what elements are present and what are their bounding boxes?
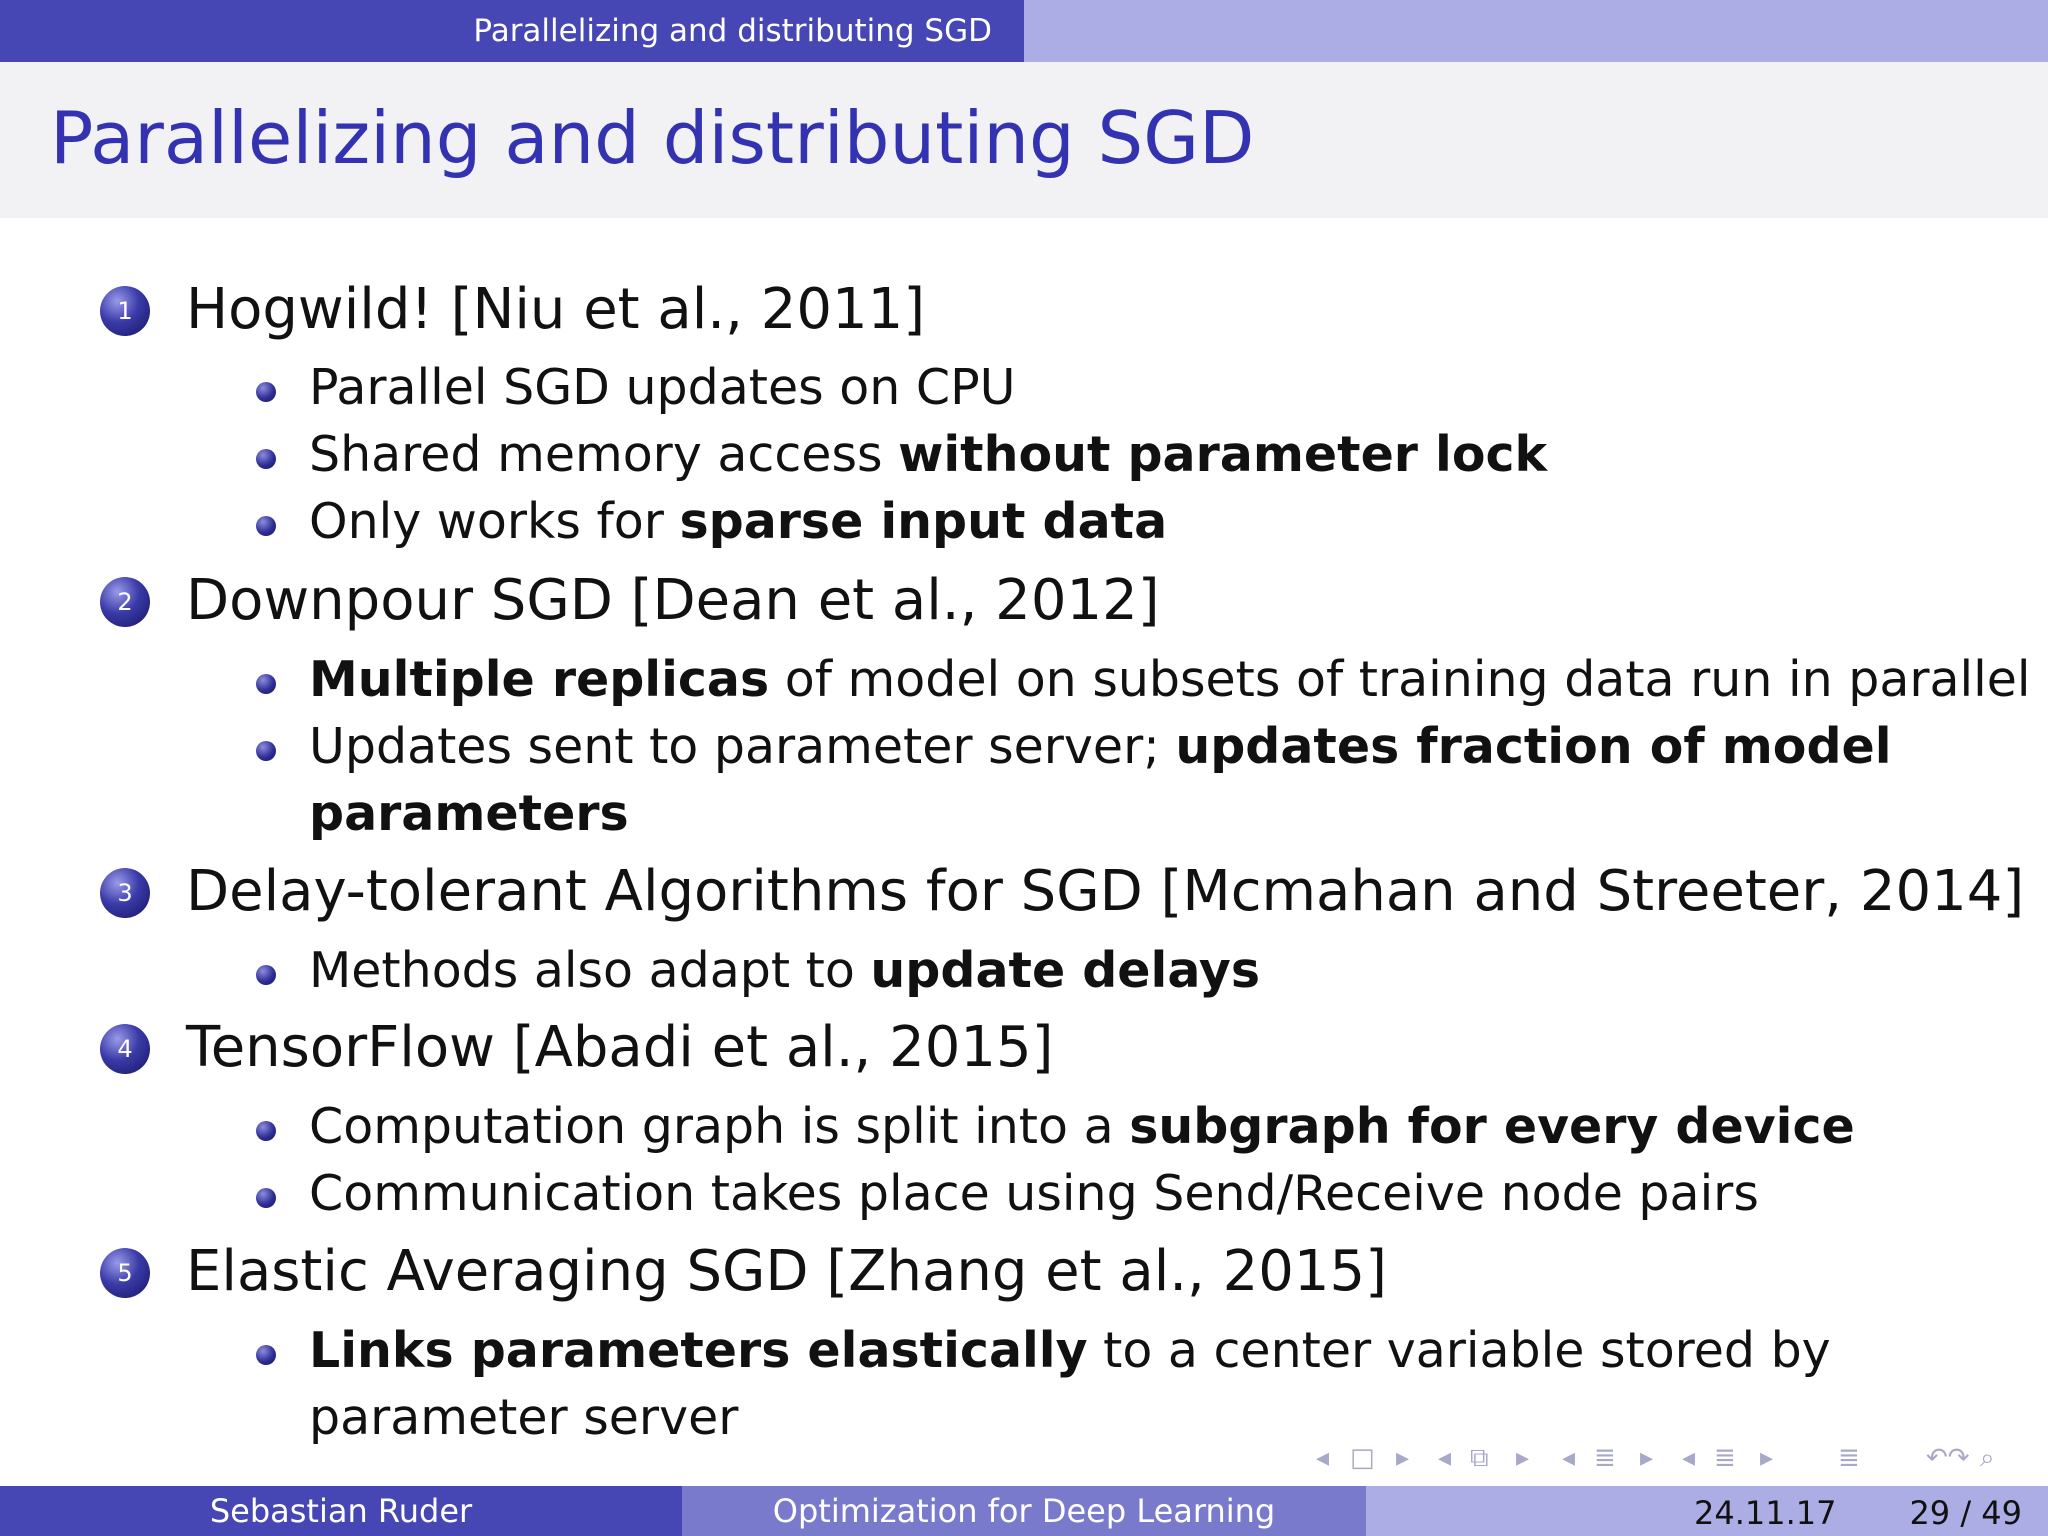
nav-prev-doc-icon[interactable]: ◂ xyxy=(1682,1443,1696,1473)
bullet-text: Methods also adapt to update delays xyxy=(309,942,1261,999)
footer-author xyxy=(0,1486,682,1536)
enum-item-text: Downpour SGD [Dean et al., 2012] xyxy=(186,568,1160,633)
bullet-text: Multiple replicas of model on subsets of training data run in parallel xyxy=(309,651,2031,708)
bullet-icon xyxy=(256,741,276,761)
page-counter: 29 / 49 xyxy=(1909,1494,2022,1532)
bullet-text: Updates sent to parameter server; updates fraction of model parameters xyxy=(309,718,1892,842)
enum-number-badge: 2 xyxy=(100,577,150,627)
bullet-icon xyxy=(256,449,276,469)
enum-number-badge: 3 xyxy=(100,868,150,918)
bullet-text: Computation graph is split into a subgraph for every device xyxy=(309,1098,1855,1155)
footer-date: 24.11.17 xyxy=(1694,1494,1837,1532)
bullet-text: Parallel SGD updates on CPU xyxy=(309,359,1016,416)
section-nav-label: Parallelizing and distributing SGD xyxy=(473,13,992,49)
bullet-text: Shared memory access without parameter lock xyxy=(309,426,1548,483)
subsection-icon[interactable]: ⧉ xyxy=(1470,1443,1489,1473)
footer-title xyxy=(682,1486,1366,1536)
search-icon[interactable]: ⌕ xyxy=(1980,1443,1995,1473)
nav-prev-section-icon[interactable]: ◂ xyxy=(1562,1443,1576,1473)
nav-prev-frame-icon[interactable]: ◂ xyxy=(1316,1443,1330,1473)
back-forward-icon[interactable]: ↶↷ xyxy=(1926,1443,1970,1473)
enum-number-badge: 4 xyxy=(100,1024,150,1074)
navigation-symbols xyxy=(1310,1440,2030,1476)
bullet-icon xyxy=(256,674,276,694)
bullet-icon xyxy=(256,382,276,402)
nav-next-section-icon[interactable]: ▸ xyxy=(1640,1443,1654,1473)
nav-next-doc-icon[interactable]: ▸ xyxy=(1760,1443,1774,1473)
enum-item-text: Hogwild! [Niu et al., 2011] xyxy=(186,277,926,342)
frame-icon[interactable]: □ xyxy=(1350,1443,1375,1473)
footer-title-label: Optimization for Deep Learning xyxy=(772,1492,1276,1530)
bullet-icon xyxy=(256,1188,276,1208)
enum-item-text: Delay-tolerant Algorithms for SGD [Mcmahan and Streeter, 2014] xyxy=(186,859,2025,924)
bullet-icon xyxy=(256,516,276,536)
bullet-icon xyxy=(256,1345,276,1365)
enum-item-text: TensorFlow [Abadi et al., 2015] xyxy=(186,1015,1054,1080)
bullet-icon xyxy=(256,1121,276,1141)
section-icon[interactable]: ≣ xyxy=(1594,1443,1616,1473)
bullet-text: Communication takes place using Send/Receive node pairs xyxy=(309,1165,1759,1222)
nav-next-subsection-icon[interactable]: ▸ xyxy=(1516,1443,1530,1473)
enum-item-text: Elastic Averaging SGD [Zhang et al., 2015] xyxy=(186,1239,1388,1304)
footer-bar xyxy=(0,1486,2048,1536)
bullet-icon xyxy=(256,965,276,985)
footer-date-area xyxy=(1366,1486,2048,1536)
nav-next-frame-icon[interactable]: ▸ xyxy=(1396,1443,1410,1473)
document-icon[interactable]: ≣ xyxy=(1714,1443,1736,1473)
slide-title: Parallelizing and distributing SGD xyxy=(50,96,1255,180)
footer-author-label: Sebastian Ruder xyxy=(209,1492,473,1530)
enum-number-badge: 1 xyxy=(100,286,150,336)
align-icon[interactable]: ≣ xyxy=(1838,1443,1860,1473)
bullet-text: Only works for sparse input data xyxy=(309,493,1168,550)
bullet-text: Links parameters elastically to a center variable stored by parameter server xyxy=(309,1322,1831,1446)
enum-number-badge: 5 xyxy=(100,1248,150,1298)
nav-prev-subsection-icon[interactable]: ◂ xyxy=(1438,1443,1452,1473)
